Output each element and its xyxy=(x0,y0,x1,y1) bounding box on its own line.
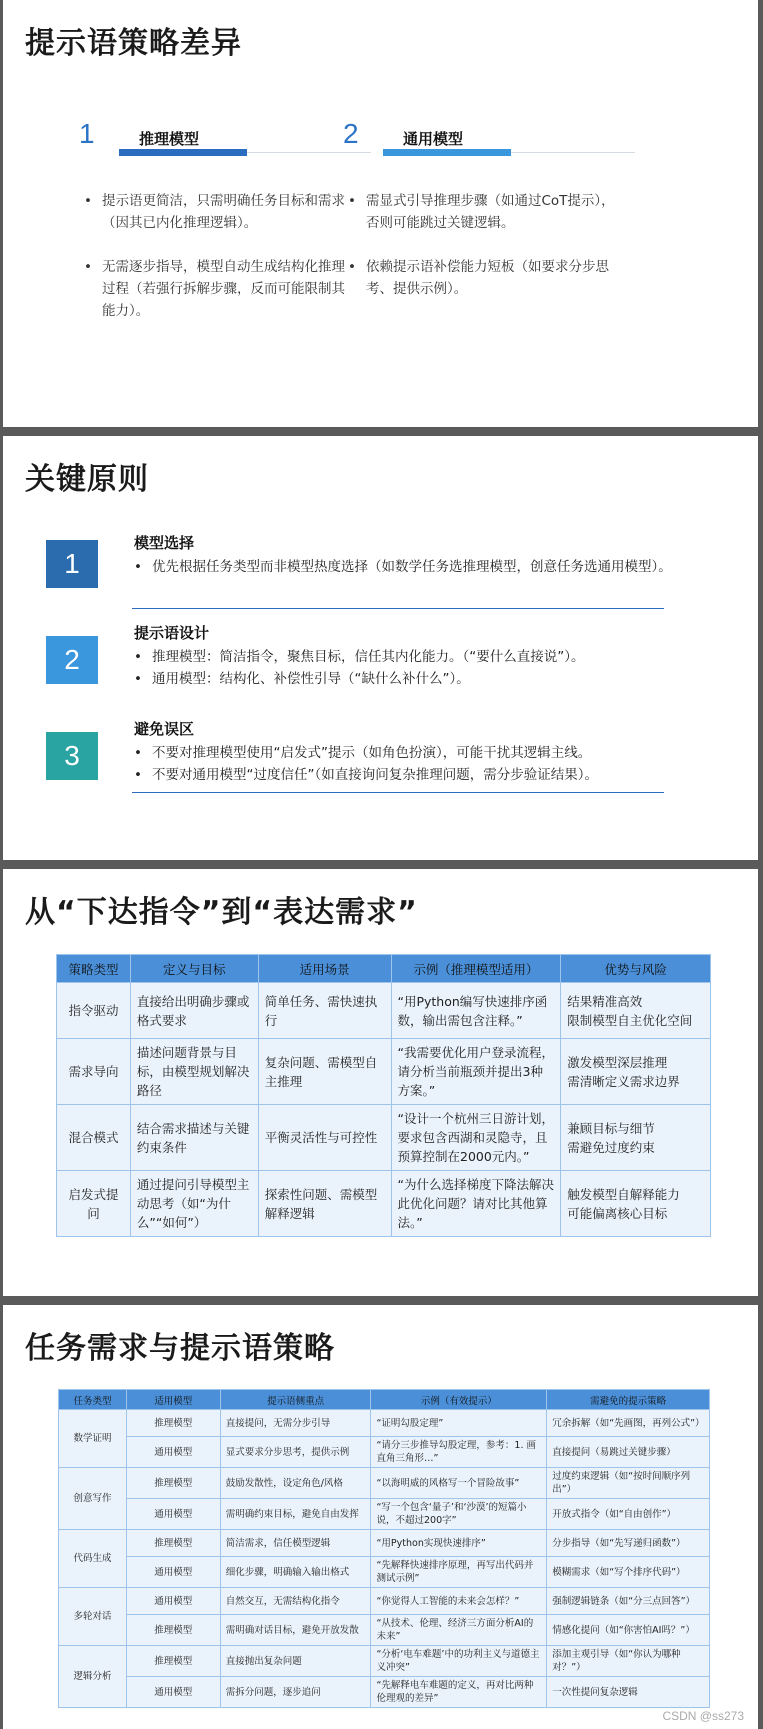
table-cell: “用Python实现快速排序” xyxy=(371,1530,547,1557)
table-cell: 添加主观引导（如“你认为哪种对？”） xyxy=(547,1646,710,1677)
bullet-item: • 依赖提示语补偿能力短板（如要求分步思考、提供示例）。 xyxy=(348,256,618,300)
table-header-cell: 适用模型 xyxy=(126,1390,220,1410)
table-cell: 推理模型 xyxy=(126,1468,220,1499)
table-cell: 强制逻辑链条（如“分三点回答”） xyxy=(547,1588,710,1615)
table-cell: 指令驱动 xyxy=(57,983,131,1039)
task-type-cell: 代码生成 xyxy=(59,1530,127,1588)
table-row xyxy=(59,1530,710,1557)
table-row xyxy=(59,1588,710,1615)
table-cell: 需明确约束目标，避免自由发挥 xyxy=(220,1499,371,1530)
bullet-item: • 通用模型：结构化、补偿性引导（“缺什么补什么”）。 xyxy=(134,668,674,690)
table-cell: 自然交互，无需结构化指令 xyxy=(220,1588,371,1615)
table-cell: “为什么选择梯度下降法解决此优化问题？请对比其他算法。” xyxy=(391,1171,561,1237)
table-cell: 结果精准高效 限制模型自主优化空间 xyxy=(561,983,711,1039)
table-cell: “分析‘电车难题’中的功利主义与道德主义冲突” xyxy=(371,1646,547,1677)
slide-instruction-to-needs xyxy=(3,869,758,1296)
task-type-cell: 多轮对话 xyxy=(59,1588,127,1646)
slide-title: 关键原则 xyxy=(25,462,149,497)
table-cell: 一次性提问复杂逻辑 xyxy=(547,1677,710,1708)
column-number: 1 xyxy=(79,118,95,149)
table-cell: 开放式指令（如“自由创作”） xyxy=(547,1499,710,1530)
table-cell: 过度约束逻辑（如“按时间顺序列出”） xyxy=(547,1468,710,1499)
table-cell: 直接给出明确步骤或格式要求 xyxy=(130,983,258,1039)
table-cell: “先解释电车难题的定义，再对比两种伦理观的差异” xyxy=(371,1677,547,1708)
underline-fill xyxy=(119,149,247,156)
table-cell: 显式要求分步思考，提供示例 xyxy=(220,1437,371,1468)
principle-title: 避免误区 xyxy=(134,720,195,738)
table-cell: 推理模型 xyxy=(126,1410,220,1437)
column-number: 2 xyxy=(343,118,359,149)
table-row xyxy=(57,983,711,1039)
table-cell: 通用模型 xyxy=(126,1499,220,1530)
table-cell: 需明确对话目标，避免开放发散 xyxy=(220,1615,371,1646)
table-cell: 模糊需求（如“写个排序代码”） xyxy=(547,1557,710,1588)
table-cell: 需拆分问题，逐步追问 xyxy=(220,1677,371,1708)
table-cell: 情感化提问（如“你害怕AI吗？”） xyxy=(547,1615,710,1646)
bullet-item: • 不要对通用模型“过度信任”（如直接询问复杂推理问题，需分步验证结果）。 xyxy=(134,764,674,786)
task-type-cell: 数学证明 xyxy=(59,1410,127,1468)
heading-underline xyxy=(119,152,371,153)
table-row xyxy=(57,1105,711,1171)
table-cell: 简单任务、需快速执行 xyxy=(258,983,391,1039)
column-heading: 推理模型 xyxy=(139,130,200,148)
divider-line xyxy=(132,792,664,793)
table-row xyxy=(59,1615,710,1646)
table-header-cell: 示例（有效提示） xyxy=(371,1390,547,1410)
table-cell: “从技术、伦理、经济三方面分析AI的未来” xyxy=(371,1615,547,1646)
principle-number-box: 1 xyxy=(46,540,98,588)
slide-title: 从“下达指令”到“表达需求” xyxy=(25,895,418,930)
table-header-cell: 任务类型 xyxy=(59,1390,127,1410)
table-row xyxy=(59,1437,710,1468)
watermark: CSDN @ss273 xyxy=(662,1709,744,1723)
table-cell: 需求导向 xyxy=(57,1039,131,1105)
table-cell: 直接提问，无需分步引导 xyxy=(220,1410,371,1437)
divider-line xyxy=(132,608,664,609)
table-cell: 通用模型 xyxy=(126,1557,220,1588)
slide-title: 提示语策略差异 xyxy=(25,26,242,61)
table-row xyxy=(59,1410,710,1437)
slide-task-prompt-strategy xyxy=(3,1305,758,1729)
bullet-item: • 不要对推理模型使用“启发式”提示（如角色扮演），可能干扰其逻辑主线。 xyxy=(134,742,674,764)
table-row xyxy=(59,1499,710,1530)
bullet-item: • 无需逐步指导，模型自动生成结构化推理过程（若强行拆解步骤，反而可能限制其能力）。 xyxy=(84,256,354,322)
table-row xyxy=(59,1677,710,1708)
table-header-cell: 需避免的提示策略 xyxy=(547,1390,710,1410)
table-cell: 通过提问引导模型主动思考（如“为什么”“如何”） xyxy=(130,1171,258,1237)
principle-bullets xyxy=(134,646,674,690)
principle-bullets xyxy=(134,742,674,786)
table-cell: 启发式提问 xyxy=(57,1171,131,1237)
table-cell: “我需要优化用户登录流程，请分析当前瓶颈并提出3种方案。” xyxy=(391,1039,561,1105)
table-header-row xyxy=(57,955,711,983)
table-cell: 混合模式 xyxy=(57,1105,131,1171)
table-cell: “证明勾股定理” xyxy=(371,1410,547,1437)
table-cell: 直接提问（易跳过关键步骤） xyxy=(547,1437,710,1468)
bullet-item: • 优先根据任务类型而非模型热度选择（如数学任务选推理模型，创意任务选通用模型）。 xyxy=(134,556,674,578)
table-header-row xyxy=(59,1390,710,1410)
table-cell: 激发模型深层推理 需清晰定义需求边界 xyxy=(561,1039,711,1105)
heading-underline xyxy=(383,152,635,153)
table-cell: “用Python编写快速排序函数，输出需包含注释。” xyxy=(391,983,561,1039)
table-cell: 推理模型 xyxy=(126,1530,220,1557)
table-row xyxy=(57,1039,711,1105)
table-cell: 推理模型 xyxy=(126,1615,220,1646)
principle-bullets xyxy=(134,556,674,578)
bullet-list xyxy=(348,190,618,322)
bullet-item: • 推理模型：简洁指令，聚焦目标，信任其内化能力。（“要什么直接说”）。 xyxy=(134,646,674,668)
table-cell: “你觉得人工智能的未来会怎样？” xyxy=(371,1588,547,1615)
table-row xyxy=(59,1646,710,1677)
table-cell: 结合需求描述与关键约束条件 xyxy=(130,1105,258,1171)
table-row xyxy=(57,1171,711,1237)
bullet-list xyxy=(84,190,354,344)
table-header-cell: 优势与风险 xyxy=(561,955,711,983)
slide-title: 任务需求与提示语策略 xyxy=(25,1331,335,1366)
table-cell: 兼顾目标与细节 需避免过度约束 xyxy=(561,1105,711,1171)
slide-key-principles xyxy=(3,436,758,860)
table-cell: 描述问题背景与目标，由模型规划解决路径 xyxy=(130,1039,258,1105)
bullet-item: • 需显式引导推理步骤（如通过CoT提示），否则可能跳过关键逻辑。 xyxy=(348,190,618,234)
table-cell: “设计一个杭州三日游计划，要求包含西湖和灵隐寺，且预算控制在2000元内。” xyxy=(391,1105,561,1171)
table-header-cell: 示例（推理模型适用） xyxy=(391,955,561,983)
table-header-cell: 策略类型 xyxy=(57,955,131,983)
table-cell: 探索性问题、需模型解释逻辑 xyxy=(258,1171,391,1237)
task-type-cell: 创意写作 xyxy=(59,1468,127,1530)
table-cell: 通用模型 xyxy=(126,1588,220,1615)
task-strategy-table xyxy=(58,1389,710,1708)
table-cell: 平衡灵活性与可控性 xyxy=(258,1105,391,1171)
table-cell: 冗余拆解（如“先画图，再列公式”） xyxy=(547,1410,710,1437)
table-cell: “以海明威的风格写一个冒险故事” xyxy=(371,1468,547,1499)
table-cell: “写一个包含‘量子’和‘沙漠’的短篇小说，不超过200字” xyxy=(371,1499,547,1530)
table-cell: 推理模型 xyxy=(126,1646,220,1677)
table-row xyxy=(59,1468,710,1499)
underline-fill xyxy=(383,149,511,156)
table-cell: “请分三步推导勾股定理，参考：1. 画直角三角形…” xyxy=(371,1437,547,1468)
table-row xyxy=(59,1557,710,1588)
table-header-cell: 提示语侧重点 xyxy=(220,1390,371,1410)
table-cell: 细化步骤，明确输入输出格式 xyxy=(220,1557,371,1588)
table-cell: 复杂问题、需模型自主推理 xyxy=(258,1039,391,1105)
slide-prompt-strategy-diff xyxy=(3,0,758,427)
strategy-table xyxy=(56,954,711,1237)
task-type-cell: 逻辑分析 xyxy=(59,1646,127,1708)
table-cell: 通用模型 xyxy=(126,1437,220,1468)
principle-number-box: 2 xyxy=(46,636,98,684)
table-header-cell: 适用场景 xyxy=(258,955,391,983)
principle-number-box: 3 xyxy=(46,732,98,780)
principle-title: 提示语设计 xyxy=(134,624,210,642)
table-cell: 直接抛出复杂问题 xyxy=(220,1646,371,1677)
table-cell: 分步指导（如“先写递归函数”） xyxy=(547,1530,710,1557)
table-cell: “先解释快速排序原理，再写出代码并测试示例” xyxy=(371,1557,547,1588)
bullet-item: • 提示语更简洁，只需明确任务目标和需求（因其已内化推理逻辑）。 xyxy=(84,190,354,234)
table-cell: 鼓励发散性，设定角色/风格 xyxy=(220,1468,371,1499)
principle-title: 模型选择 xyxy=(134,534,195,552)
table-cell: 触发模型自解释能力 可能偏离核心目标 xyxy=(561,1171,711,1237)
table-header-cell: 定义与目标 xyxy=(130,955,258,983)
table-cell: 简洁需求，信任模型逻辑 xyxy=(220,1530,371,1557)
column-heading: 通用模型 xyxy=(403,130,464,148)
table-cell: 通用模型 xyxy=(126,1677,220,1708)
